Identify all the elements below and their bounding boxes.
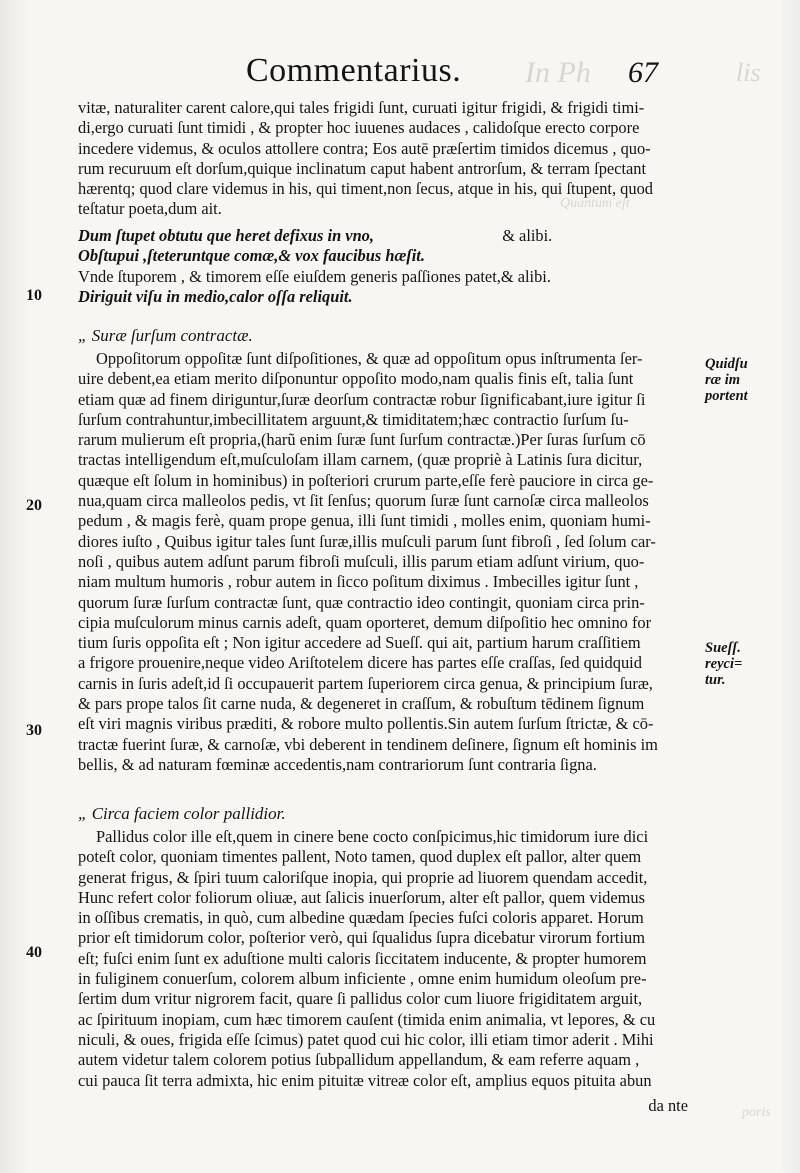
- text-line: hærentq; quod clare videmus in his, qui timent,non ſecus, atque in his, qui ſtupent, quod: [78, 179, 653, 199]
- text-line: nua,quam circa malleolos pedis, vt ſit ſenſus; quorum ſuræ ſunt carnoſæ circa malleolos: [78, 491, 649, 511]
- text-line: pedum , & magis ferè, quam prope genua, illi ſunt timidi , molles enim, quoniam humi-: [78, 511, 651, 531]
- heading-surae: „ Suræ ſurſum contractæ.: [78, 326, 253, 345]
- margin-note-line: Sueſſ.: [705, 640, 741, 656]
- text-line: rum recuruum eſt dorſum,quique inclinatum caput habent antrorſum, & terram ſpectant: [78, 158, 647, 178]
- text-line: vitæ, naturaliter carent calore,qui tales frigidi ſunt, curuati igitur frigidi, & frigidi timi-: [78, 98, 645, 117]
- margin-note-line: portent: [705, 388, 748, 404]
- text-line: niculi, & oues, frigida eſſe ſcimus) patet quod cui hic color, illi etiam timor aderit . Mihi: [78, 1029, 654, 1049]
- text-line: cipia muſculorum minus carnis adeſt, quam oporteret, demum diſpoſitio hec omnino for: [78, 612, 652, 632]
- show-through-text: lis: [736, 58, 761, 87]
- text-line: tractæ fuerint ſuræ, & carnoſæ, vbi deberent in tendinem deſinere, ſignum eſt hominis im: [78, 734, 658, 754]
- margin-note-suess: [705, 640, 775, 688]
- text-line: ſertim dum vritur nigrorem facit, quare ſi pallidus color cum liuore frigiditatem arguit,: [78, 989, 643, 1009]
- section-heading: [78, 804, 702, 824]
- catchword: da nte: [648, 1096, 688, 1115]
- text-line: ac ſpirituum inopiam, cum hæc timorem cauſent (timida enim animalia, vt lepores, & cu: [78, 1009, 656, 1029]
- text-line: autem videtur talem colorem potius ſubpallidum appellandum, & eam referre aquam ,: [78, 1050, 640, 1070]
- section-heading: [78, 326, 702, 346]
- line-number: 10: [26, 287, 42, 304]
- text-line: a frigore prouenire,neque video Ariſtotelem dicere has partes eſſe craſſas, ſed quidquid: [78, 653, 642, 673]
- verse-quote: Dum ſtupet obtutu que heret defixus in vno,: [78, 226, 374, 245]
- show-through-text: In Ph: [525, 56, 591, 89]
- text-line: Hunc refert color foliorum oliuæ, aut ſalicis inuerſorum, alter eſt pallor, quem videmus: [78, 887, 645, 907]
- text-line: poteſt color, quoniam timentes pallent, Noto tamen, quod duplex eſt pallor, alter quem: [78, 847, 642, 867]
- page-number: 67: [628, 56, 658, 89]
- margin-note-surae: [705, 356, 775, 404]
- margin-note-line: tur.: [705, 672, 726, 688]
- paragraph-color: [78, 827, 702, 1091]
- text-line: eſt viri magnis viribus præditi, & robore multo pollentis.Sin autem ſurſum ſtrictæ, & cō-: [78, 714, 654, 734]
- paragraph-opening: [78, 98, 702, 220]
- margin-note-line: Quidſu: [705, 356, 748, 372]
- margin-note-line: ræ im: [705, 372, 741, 388]
- verse-quote-block: [78, 226, 702, 307]
- page-header: [0, 48, 800, 98]
- text-line: & pars prope talos ſit carne nuda, & degeneret in craſſum, & robuſtum tēdinem ſignum: [78, 694, 645, 714]
- verse-connector: & alibi.: [502, 226, 553, 245]
- text-line: incedere videmus, & oculos attollere contra; Eos autē præſertim timidos dicemus , quo-: [78, 138, 651, 158]
- show-through-text: Quantum eſt: [560, 196, 630, 211]
- text-line: cui pauca ſit terra admixta, hic enim pituitæ vitreæ color eſt, amplius equos pituita abun: [78, 1070, 652, 1090]
- line-number: 20: [26, 497, 42, 514]
- text-line: Vnde ſtuporem , & timorem eſſe eiuſdem generis paſſiones patet,& alibi.: [78, 266, 551, 286]
- text-line: Pallidus color ille eſt,quem in cinere bene cocto conſpicimus,hic timidorum iure dici: [96, 827, 649, 846]
- text-line: in oſſibus crematis, in quò, cum albedine quædam ſpecies fuſci coloris apparet. Horum: [78, 908, 644, 928]
- heading-color: „ Circa faciem color pallidior.: [78, 804, 286, 823]
- line-number: 30: [26, 722, 42, 739]
- text-line: Oppoſitorum oppoſitæ ſunt diſpoſitiones, & quæ ad oppoſitum opus inſtrumenta ſer-: [96, 349, 643, 368]
- catchword-line: [78, 1096, 702, 1116]
- text-line: generat frigus, & ſpiri tuum caloriſque inopia, qui proprie ad liuorem quendam accedit,: [78, 867, 648, 887]
- verse-quote: Obſtupui ,ſteteruntque comæ,& vox faucibus hæſit.: [78, 246, 425, 266]
- margin-note-line: reyci=: [705, 656, 743, 672]
- text-line: uire debent,ea etiam merito diſponuntur oppoſito modo,nam qualis finis eſt, talia ſunt: [78, 369, 634, 389]
- text-line: teſtatur poeta,dum ait.: [78, 199, 222, 219]
- text-line: diores iuſto , Quibus igitur tales ſunt ſuræ,illis muſculi parum ſunt fibroſi , ſed ſolum car-: [78, 531, 656, 551]
- paragraph-surae: [78, 349, 702, 775]
- running-title: Commentarius.: [246, 52, 462, 89]
- text-line: eſt; fuſci enim ſunt ex aduſtione multi caloris ſiccitatem inducente, & propter humorem: [78, 948, 647, 968]
- text-line: tium ſuris oppoſita eſt ; Non igitur accedere ad Sueſſ. qui ait, partium harum craſſitiem: [78, 633, 641, 653]
- text-line: prior eſt timidorum color, poſterior verò, qui ſqualidus ſupra dicebatur virorum fortium: [78, 928, 645, 948]
- line-number: 40: [26, 944, 42, 961]
- text-line: noſi , quibus autem adſunt parum fibroſi muſculi, illis parum etiam adſunt virium, quo-: [78, 551, 645, 571]
- text-line: bellis, & ad naturam fœminæ accedentis,nam contrariorum ſunt contraria ſigna.: [78, 754, 597, 774]
- text-line: in fuliginem conuerſum, colorem album inficiente , omne enim humidum oleoſum pre-: [78, 969, 647, 989]
- text-line: quæque eſt ſolum in hominibus) in poſteriori crurum parte,eſſe ferè pauciore in circa ge-: [78, 470, 654, 490]
- text-line: carnis in ſuris adeſt,id ſi occupauerit partem ſuperiorem circa genua, & principium ſuræ,: [78, 673, 653, 693]
- text-line: ſurſum contrahuntur,imbecillitatem arguunt,& timiditatem;hæc contractio ſurſum ſu-: [78, 409, 629, 429]
- show-through-text: poris: [742, 1105, 771, 1120]
- text-line: niam multum humoris , robur autem in ſicco poſitum diximus . Imbecilles igitur ſunt ,: [78, 572, 639, 592]
- text-line: rarum mulierum eſt propria,(harũ enim ſuræ ſunt ſurſum contractæ.)Per ſuras ſurſum cō: [78, 430, 646, 450]
- verse-quote: Diriguit viſu in medio,calor oſſa reliquit.: [78, 286, 353, 306]
- text-line: tractas intelligendum eſt,muſculoſam illam carnem, (quæ propriè à Latinis ſura dicitur,: [78, 450, 643, 470]
- text-line: di,ergo curuati ſunt timidi , & propter hoc iuuenes audaces , calidoſque erecto corpore: [78, 118, 640, 138]
- text-line: quorum ſuræ ſurſum contractæ ſunt, quæ contractio ideo contingit, quoniam circa prin-: [78, 592, 645, 612]
- text-line: etiam quæ ad finem diriguntur,ſuræ deorſum contractæ robur ſignificabant,iure igitur ſi: [78, 389, 646, 409]
- verse-line: [78, 226, 702, 246]
